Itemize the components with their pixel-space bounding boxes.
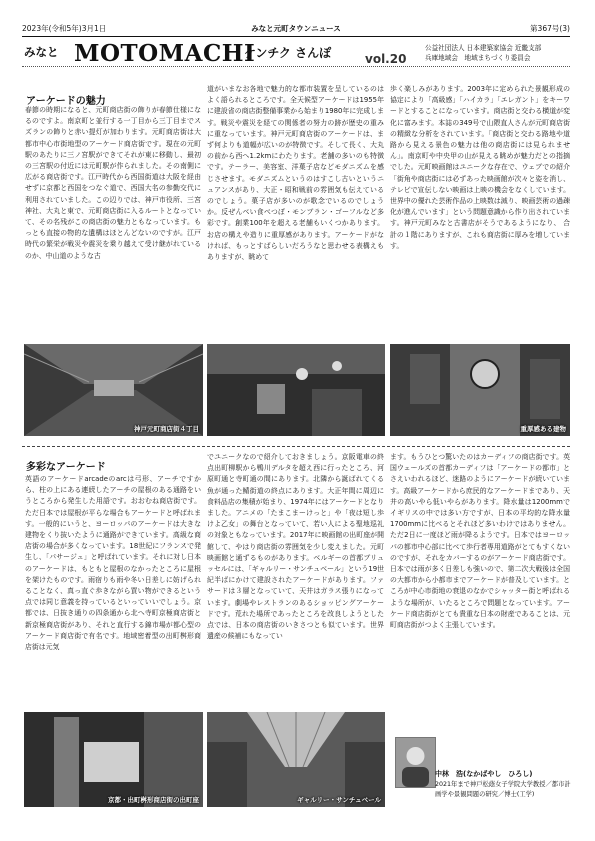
arcade-interior-image [207, 344, 385, 436]
author-name: 中林 浩(なかばやし ひろし) [435, 770, 533, 778]
masthead-volume: vol.20 [365, 52, 407, 66]
clock-facade-image [390, 344, 570, 436]
newspaper-name: みなと元町タウンニュース [251, 24, 341, 33]
article2-column3: ます。もうひとつ驚いたのはカーディフの商店街です。英国ウェールズの首都カーディフは「アーケードの都市」とさえいわれるほど、迷路のようにアーケードが続いています。高級アーケードから庶民的なアーケードまであり、天井の高いやら低いやらがあります。降水量は1200mmでイギリスの中では多い方ですが、日本の平均的な降水量1700mmに比べるとそれほど多いわけではありません。ただ2日に一度ほど雨が降るようです。日本ではヨーロッパの都市中心部に比べて歩行者専用道路がとてもすくないのですが、それをカバーするのがアーケード商店街です。日本では雨が多く日差しも強いので、第二次大戦後は全国の大都市から小都市までアーケードが普及しています。ところが中心市街地の衰退のなかでシャッター街と呼ばれるような場所が、いたるところで問題となっています。アーケード商店街がとても貴重な日本の財産であることは、元町商店街がつよく主張しています。 [390, 453, 570, 630]
photo-heavy-building [390, 344, 570, 436]
author-photo [396, 738, 435, 787]
glass-arcade-image [207, 712, 385, 807]
photo-caption-heavy-building: 重厚感ある建物 [520, 425, 566, 433]
issue-date: 2023年(令和5年)3月1日 [22, 24, 107, 33]
photo-caption-motomachi: 神戸元町商店街４丁目 [134, 425, 199, 433]
article1-column3: 歩く楽しみがあります。2003年に定められた景観形成の協定により「高級感」「ハイカラ」「エレガント」をキーワードとすることになっています。商店街と交わる横道が変化に富みます。本誌の349号で山隈直人さんが元町商店街の精緻な分析をされています。「商店街と交わる路地や道路から見える景色の魅力は他の商店街には見られません」。南京町や中央甲の山が見える眺めが魅力だとの指摘でした。元町映画館はユニークな存在で、ウェブでの紹介「街角や商店街には必ずあった映画館が次々と姿を消し、テレビで宣伝しない映画は上映の機会をなくしています。世界中の優れた芸術作品の上映数は減り、映画芸術の過疎化が進んでいます」という問題意識から作り出されています。神戸元町みなと古書店がそうであるようになり、 合計の１階にありますが、これも商店街に厚みを増しています。 [390, 85, 570, 250]
page-header [22, 23, 570, 35]
section-heading-various-arcades: 多彩なアーケード [26, 462, 106, 473]
header-rule [22, 36, 570, 37]
author-bio [435, 769, 571, 801]
article2-column1: 英語のアーケードarcadeのarcは弓形、アーチですから、柱の上にある連続したアーチの屋根のある通路をいうところから発生した用語です。おおむね商店街です。ただ日本では屋根が平らな場合もアーケードと呼ばれます。一般的にいうと、ヨーロッパのアーケードは大きな建物をくり抜いたように通路ができています。高級な商店街の場合が多くなっています。18世紀にフランスで発生し、「パサージュ」と呼ばれています。それに対し日本のアーケードは、もともと屋根のなかったところに屋根を架けたものです。雨宿りも雨や冬い日差しに妨げられることなく、真っ直ぐ歩きながら買い物ができるという点では同じ意義を持っているといっていいでしょう。京都では、日抜き通りの四条通から北へ寺町京極商店街と新京極商店街があり、それと直行する錦市場が都心型のアーケード商店街で有名です。地域密着型の出町桝形商店街は元気 [25, 475, 201, 652]
masthead-rule [22, 66, 570, 67]
photo-caption-demachi: 京都・出町桝形商店街の出町座 [108, 796, 199, 804]
photo-demachi-za [24, 712, 203, 807]
photo-arcade-interior [207, 344, 385, 436]
masthead-logo: MOTOMACHI [74, 40, 256, 67]
photo-motomachi-4chome [24, 344, 203, 436]
masthead-prefix: みなと [24, 45, 59, 59]
masthead-organization [425, 43, 541, 63]
article1-column2: 道がいまなお各地で魅力的な都市装置を呈しているのはよく語られるところです。全天候型アーケードは1955年に建設省の商店街整備事業から始まり1980年に完成します。戦災や震災を経ての関係者の努力の跡が歴史の重みに重なっています。神戸元町商店街のアーケードは、まず何よりも道幅が広いのが特徴です。そして長く、大丸の前から西へ1.2kmにわたります。老舗の多いのも特徴です。テーラー、美容室、洋菓子店などモダニズムを感じさせます。モダニズムというのはすこし古いというニュアンスがあり、大正・昭和戦前の雰囲気も伝えているのでしょう。菓子店が多いのが歌念でいるのでしょうか。反ぜんべい食べつぼ・モンブラン・ゴーフルなど多彩です。創業100年を超える老舗もいくつかあります。お店の構えや造りに重厚感があります。アーケードがなければ、もっとすばらしいだろうなと思わせる表構えもありますが、眺めて [207, 85, 384, 262]
article1-column1: 春節の時期になると、元町商店街の飾りが春節仕様になるのですよ。南京町と並行する一丁目から三丁目までスズランの飾りと赤い提灯が加わります。元町商店街は大都市中心市街地型のアーケード商店街です。現在の元町駅のあたりに三ノ宮駅ができてそれが東に移動し、最初の三宮駅の付近には元町駅が作られました。その南側に広がる商店街です。江戸時代から西国街道は大阪を経由せずに京都と西国をつなぐ道で、西国大名の参勤交代に利用されていました。この辺りでは、神戸市役所、三宮神社、大丸と東で、元町商店街に入るルートとなっていて、その名残がこの商店街の魅力ともなっています。もっとも直接の物的な遺構はほとんどないのですが。江戸時代の繁栄が戦災や震災を乗り越えて受け継がれているのか、中山道のような古 [25, 106, 201, 260]
arcade-perspective-image [24, 344, 203, 436]
org-line-1: 公益社団法人 日本建築家協会 近畿支部 [425, 44, 542, 52]
org-line-2: 兵庫地域会 地域まちづくり委員会 [425, 54, 531, 62]
masthead-subtitle: ケンチク さんぽ [244, 46, 332, 60]
photo-caption-saint-hubert: ギャルリー・サンチュベール [297, 796, 381, 804]
demachi-arcade-image [24, 712, 203, 807]
issue-number: 第367号(3) [530, 24, 570, 33]
article2-column2: でユニークなので紹介しておきましょう。京阪電車の終点出町柳駅から鴨川デルタを超え西に行ったところ、河原町通と寺町通の間にあります。北隣から誕ばれてくる魚が通った鯖街道の終点にあります。大正年間に周辺に食料品店の集積が始まり、1974年にはアーケードとなりました。アニメの「たまこまーけっと」や「夜は短し歩けよ乙女」の舞台となっていて、若い人による聖地巡礼の対象ともなっています。2017年に映画館の出町座が開館して、やはり商店街の雰囲気を少し変えました。元町映画館と通ずるものがあります。ベルギーの首都ブリュッセルには、「ギャルリー・サンチュベール」という19世紀半ばにかけて建設されたアーケードがあります。ファサードは３層となっていて、天井はガラス張りになっています。劇場やレストランのあるショッピングアーケードです。荒れた場所であったところを改良しようとした点では、日本の商店街のいきさつとも似ています。世界遺産の候補にもなってい [207, 453, 384, 641]
author-description: 2021年まで神戸松蔭女子学院大学教授／都市計画学や景観問題の研究／博士(工学) [435, 780, 571, 798]
section-divider [22, 446, 570, 447]
author-portrait [395, 737, 436, 788]
section-heading-arcade-charm: アーケードの魅力 [26, 96, 106, 107]
photo-galeries-saint-hubert [207, 712, 385, 807]
